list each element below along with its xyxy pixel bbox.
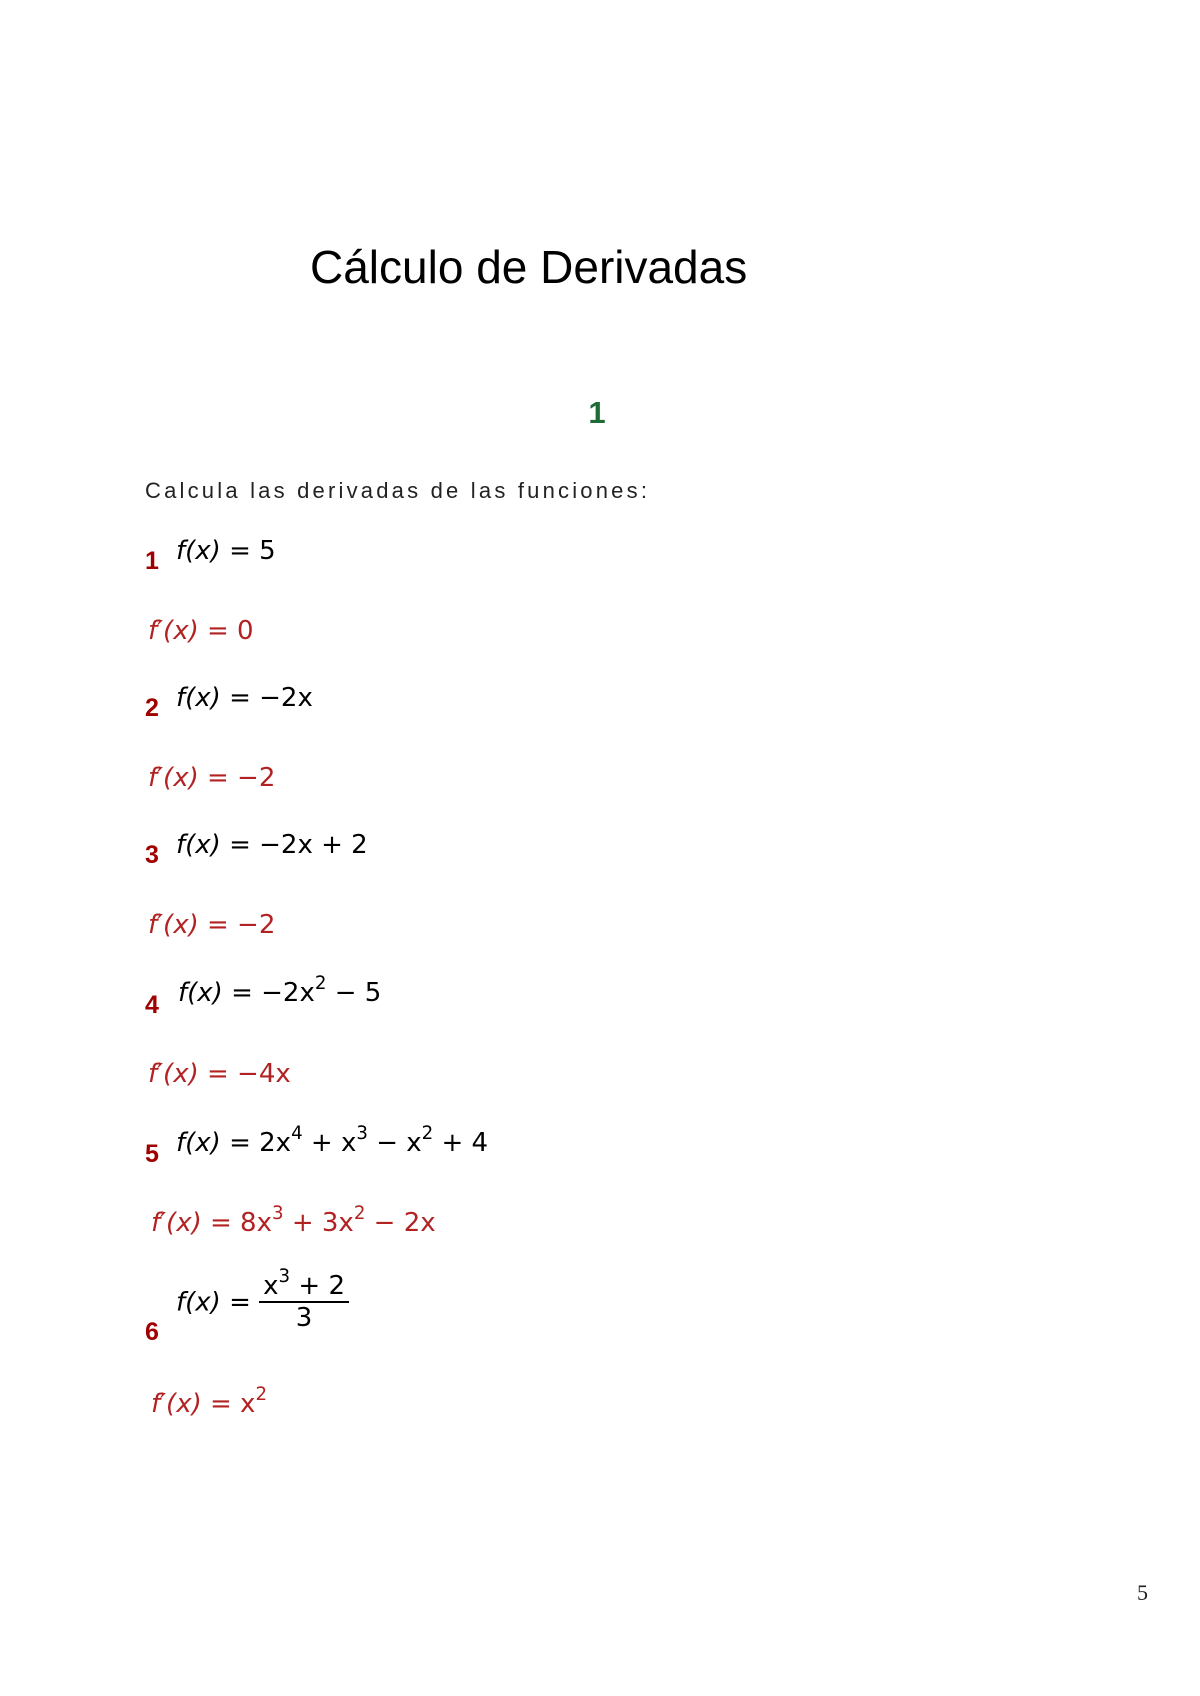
page-title: Cálculo de Derivadas: [310, 241, 748, 293]
exercise-number: 5: [145, 1140, 159, 1168]
derivative-answer: $f'(x) = x^2$: [151, 1384, 268, 1419]
exercise-number: 3: [145, 841, 159, 869]
page-number: 5: [1137, 1580, 1148, 1605]
section-number: 1: [588, 395, 606, 430]
instructions: Calcula las derivadas de las funciones:: [145, 478, 651, 503]
function-expression: $f(x) = -2x^2 - 5$: [178, 973, 382, 1008]
derivative-answer: f′(x) = −4x: [148, 1059, 291, 1089]
function-expression: f(x) = −2x: [176, 683, 313, 713]
derivative-answer: f′(x) = −2: [148, 910, 276, 940]
derivative-answer: f′(x) = −2: [148, 763, 276, 793]
function-expression: f(x) = $\frac{x^3 + 2}{3}$: [176, 1272, 349, 1334]
exercise-number: 1: [145, 547, 159, 575]
exercise-number: 6: [145, 1318, 159, 1346]
function-expression: f(x) = 5: [176, 536, 276, 566]
function-expression: f(x) = −2x + 2: [176, 830, 368, 860]
function-expression: $f(x) = 2x^4 + x^3 - x^2 + 4$: [176, 1123, 489, 1158]
exercise-number: 4: [145, 991, 159, 1019]
derivative-answer: f′(x) = 0: [148, 616, 254, 646]
exercise-number: 2: [145, 694, 159, 722]
fraction: $\frac{x^3 + 2}{3}$: [259, 1272, 349, 1334]
derivative-answer: $f'(x) = 8x^3 + 3x^2 - 2x$: [151, 1203, 436, 1238]
